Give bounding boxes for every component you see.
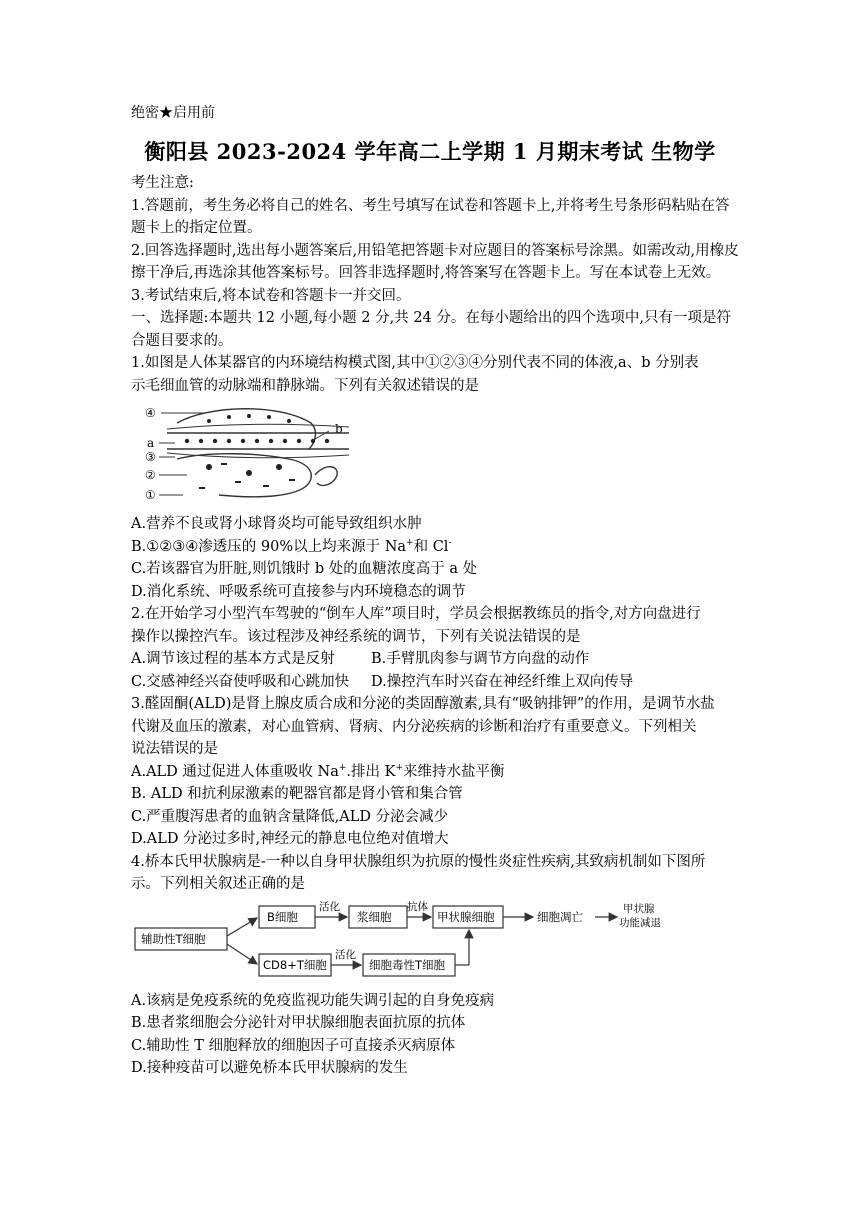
q3-stem-line2: 代谢及血压的激素，对心血管病、肾病、内分泌疾病的诊断和治疗有重要意义。下列相关 [131,718,697,735]
q4-option-d: D.接种疫苗可以避免桥本氏甲状腺病的发生 [131,1060,408,1076]
q1-option-d: D.消化系统、呼吸系统可直接参与内环境稳态的调节 [131,583,466,600]
q1-stem-line2: 示毛细血管的动脉端和静脉端。下列有关叙述错误的是 [131,377,479,394]
edge-activate-2: 活化 [335,948,356,961]
node-b-cell: B细胞 [267,909,298,924]
exam-title: 衡阳县 2023-2024 学年高二上学期 1 月期末考试 生物学 [144,139,716,164]
node-thyroid: 甲状腺细胞 [437,909,495,924]
q2-stem-line1: 2.在开始学习小型汽车驾驶的“倒车人库”项目时，学员会根据教练员的指令,对方向盘进行 [131,606,701,622]
edge-antibody: 抗体 [407,900,428,913]
mechanism-flowchart [133,900,693,980]
notice-item-3: 3.考试结束后,将本试卷和答题卡一并交回。 [131,287,411,304]
q2-stem-line2: 操作以操控汽车。该过程涉及神经系统的调节，下列有关说法错误的是 [131,628,581,645]
node-helper-t: 辅助性T细胞 [141,931,206,946]
node-apoptosis: 细胞凋亡 [537,909,583,924]
notice-item-2: 2.回答选择题时,选出每小题答案后,用铅笔把答题卡对应题目的答案标号涂黑。如需改动,用橡皮擦干净后,再选涂其他答案标号。回答非选择题时,将答案写在答题卡上。写在本试卷上无效。 [131,242,739,281]
label-1: ① [145,488,156,502]
q3-option-c: C.严重腹泻患者的血钠含量降低,ALD 分泌会减少 [131,808,449,825]
q4-option-c: C.辅助性 T 细胞释放的细胞因子可直接杀灭病原体 [131,1037,456,1054]
label-a: a [147,436,155,450]
q2-option-d: D.操控汽车时兴奋在神经纤维上双向传导 [371,673,634,690]
q3-option-a: A.ALD 通过促进人体重吸收 Na+.排出 K+来维持水盐平衡 [131,762,505,780]
q3-stem-line1: 3.醛固酮(ALD)是肾上腺皮质合成和分泌的类固醇激素,具有“吸钠排钾”的作用，是调节水盐 [131,696,715,712]
label-3: ③ [145,450,156,464]
result-line1: 甲状腺 [623,902,655,915]
label-2: ② [145,468,156,482]
capillary-diagram [139,403,359,503]
q3-stem-line3: 说法错误的是 [131,741,218,757]
q4-stem-line1: 4.桥本氏甲状腺病是-一种以自身甲状腺组织为抗原的慢性炎症性疾病,其致病机制如下图所 [131,853,706,870]
node-ctl: 细胞毒性T细胞 [369,957,446,972]
section-intro: 一、选择题:本题共 12 小题,每小题 2 分,共 24 分。在每小题给出的四个选项中,只有一项是符合题目要求的。 [131,310,731,349]
node-cd8: CD8+T细胞 [263,957,327,972]
result-line2: 功能减退 [619,916,661,929]
q2-option-c: C.交感神经兴奋使呼吸和心跳加快 [131,673,350,690]
edge-activate-1: 活化 [319,900,340,913]
q4-stem-line2: 示。下列相关叙述正确的是 [131,876,305,892]
q2-options-row2 [131,671,741,694]
node-plasma: 浆细胞 [357,909,392,924]
confidential-mark: 绝密★启用前 [131,105,215,121]
label-b: b [335,422,343,436]
label-4: ④ [145,406,156,420]
q3-option-d: D.ALD 分泌过多时,神经元的静息电位绝对值增大 [131,831,449,847]
q3-option-b: B. ALD 和抗利尿激素的靶器官都是肾小管和集合管 [131,786,463,802]
q4-option-b: B.患者浆细胞会分泌针对甲状腺细胞表面抗原的抗体 [131,1015,466,1031]
q2-options-row1 [131,648,741,671]
q4-option-a: A.该病是免疫系统的免疫监视功能失调引起的自身免疫病 [131,992,495,1009]
q2-option-b: B.手臂肌肉参与调节方向盘的动作 [371,651,590,667]
notice-item-1: 1.答题前，考生务必将自己的姓名、考生号填写在试卷和答题卡上,并将考生号条形码粘贴在答题卡上的指定位置。 [131,197,730,236]
q1-stem-line1: 1.如图是人体某器官的内环境结构模式图,其中①②③④分别代表不同的体液,a、b 分别表 [131,355,699,371]
q2-option-a: A.调节该过程的基本方式是反射 [131,651,335,667]
notice-heading: 考生注意: [131,175,194,191]
q1-option-c: C.若该器官为肝脏,则饥饿时 b 处的血糖浓度高于 a 处 [131,561,478,577]
exam-body [131,172,741,1080]
q1-option-a: A.营养不良或肾小球肾炎均可能导致组织水肿 [131,516,422,532]
q1-option-b: B.①②③④渗透压的 90%以上均来源于 Na+和 Cl- [131,537,452,555]
